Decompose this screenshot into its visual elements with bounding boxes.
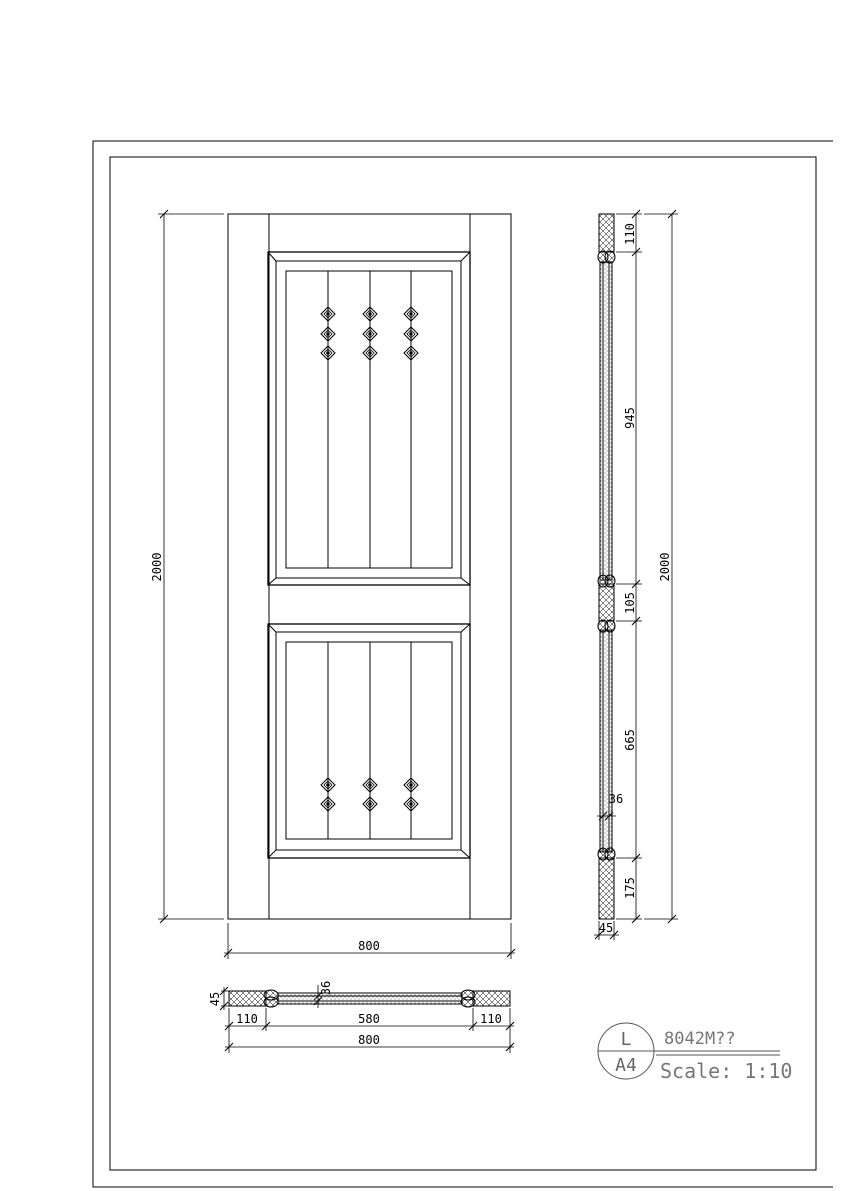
side-upper-panel-label: 945 [623,407,637,429]
plan-panel-thickness-label: 36 [319,980,333,996]
side-chain-dimension [616,210,642,923]
front-width-label: 800 [358,939,380,953]
front-height-label: 2000 [150,552,164,582]
side-bottom-rail-label: 175 [623,877,637,899]
upper-panel [268,252,470,585]
drawing-code: 8042M?? [664,1029,736,1049]
plan-width-label: 800 [358,1033,380,1047]
door-plan-section [229,990,510,1007]
title-block-letter-top: L [620,1029,632,1050]
upper-panel-ornaments [321,307,418,360]
side-top-rail-label: 110 [623,223,637,245]
side-mid-rail-label: 105 [623,592,637,614]
plan-left-stile-label: 110 [236,1012,258,1026]
side-lower-panel-label: 665 [623,729,637,751]
front-height-dimension [158,210,224,923]
side-panel-thickness-label: 36 [608,792,624,806]
side-height-label: 2000 [658,552,672,582]
title-block-letter-bottom: A4 [615,1055,637,1076]
door-front-elevation [228,214,511,919]
plan-thickness-label: 45 [208,991,222,1007]
lower-panel [268,624,470,858]
side-door-thickness-label: 45 [598,921,614,935]
plan-panel-width-label: 580 [358,1012,380,1026]
drawing-scale: Scale: 1:10 [660,1059,793,1083]
plan-right-stile-label: 110 [480,1012,502,1026]
